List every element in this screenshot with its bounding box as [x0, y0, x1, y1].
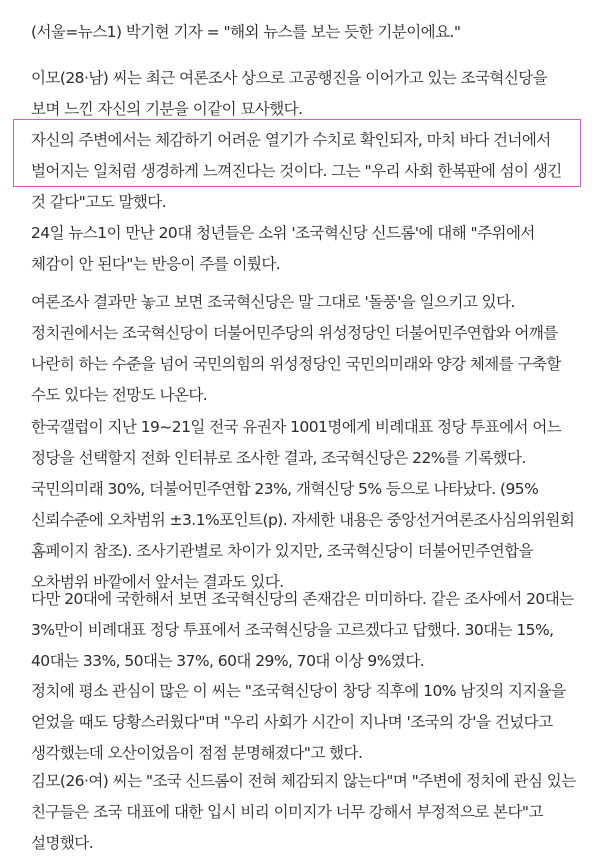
paragraph-5: 여론조사 결과만 놓고 보면 조국혁신당은 말 그대로 '돌풍'을 일으키고 있다. 정치권에서는 조국혁신당이 더불어민주당의 위성정당인 더불어민주연합와 어깨를 나란히 하는 수준을 넘어 국민의힘의 위성정당인 국민의미래와 양강 체제를 구축할 수도 있다는 전망도 나온다.: [31, 293, 561, 404]
paragraph-9: 김모(26·여) 씨는 "조국 신드롬이 전혀 체감되지 않는다"며 "주변에 정치에 관심 있는 친구들은 조국 대표에 대한 입시 비리 이미지가 너무 강해서 부정적으로 본다"고 설명했다.: [31, 772, 576, 852]
paragraph-7: 다만 20대에 국한해서 보면 조국혁신당의 존재감은 미미하다. 같은 조사에서 20대는 3%만이 비례대표 정당 투표에서 조국혁신당을 고르겠다고 답했다. 30대는 15%, 40대는 33%, 50대는 37%, 60대 29%, 70대 이상 9%였다.: [31, 590, 574, 670]
paragraph-2: 이모(28·남) 씨는 최근 여론조사 상으로 고공행진을 이어가고 있는 조국혁신당을 보며 느낀 자신의 기분을 이같이 묘사했다.: [31, 69, 548, 118]
paragraph-8: 정치에 평소 관심이 많은 이 씨는 "조국혁신당이 창당 직후에 10% 남짓의 지지율을 얻었을 때도 당황스러웠다"며 "우리 사회가 시간이 지나며 '조국의 강'을 건넜다고 생각했는데 오산이었음이 점점 분명해졌다"고 했다.: [31, 682, 566, 762]
paragraph-4: 24일 뉴스1이 만난 20대 청년들은 소위 '조국혁신당 신드롬'에 대해 "주위에서 체감이 안 된다"는 반응이 주를 이뤘다.: [31, 224, 535, 273]
paragraph-byline: (서울=뉴스1) 박기현 기자 = "해외 뉴스를 보는 듯한 기분이에요.": [31, 23, 461, 41]
paragraph-6: 한국갤럽이 지난 19~21일 전국 유권자 1001명에게 비례대표 정당 투표에서 어느 정당을 선택할지 전화 인터뷰로 조사한 결과, 조국혁신당은 22%를 기록했다. 국민의미래 30%, 더불어민주연합 23%, 개혁신당 5% 등으로 나타났다. (95% 신뢰수준에 오차범위 ±3.1%포인트(p). 자세한 내용은 중앙선거여론조사심의위원회 홈페이지 참조). 조사기관별로 차이가 있지만, 조국혁신당이 더불어민주연합을 오차범위 바깥에서 앞서는 결과도 있다.: [31, 418, 575, 591]
paragraph-highlighted-quote: 자신의 주변에서는 체감하기 어려운 열기가 수치로 확인되자, 마치 바다 건너에서 벌어지는 일처럼 생경하게 느껴진다는 것이다. 그는 "우리 사회 한복판에 섬이 생긴 것 같다"고도 말했다.: [31, 131, 562, 211]
